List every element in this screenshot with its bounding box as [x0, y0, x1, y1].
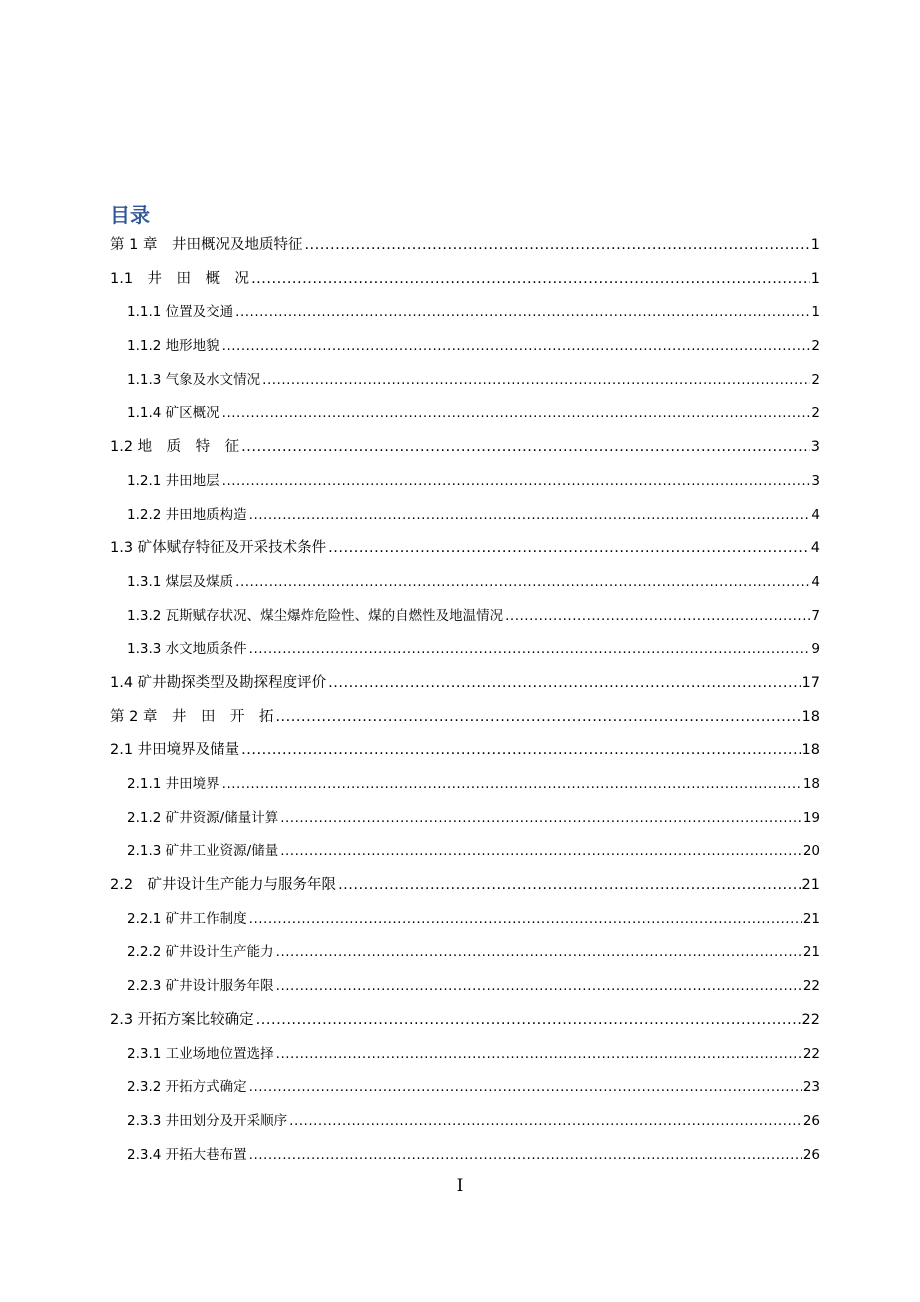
- toc-dot-leader: [241, 431, 810, 465]
- toc-entry[interactable]: [110, 1105, 820, 1139]
- toc-entry[interactable]: [110, 397, 820, 431]
- toc-entry-page-number: 2: [811, 405, 820, 422]
- toc-entry[interactable]: [110, 936, 820, 970]
- toc-dot-leader: [251, 263, 810, 297]
- toc-entry-label: 1.3.2 瓦斯赋存状况、煤尘爆炸危险性、煤的自燃性及地温情况: [127, 607, 504, 624]
- toc-entry[interactable]: [110, 734, 820, 768]
- toc-dot-leader: [276, 970, 802, 1004]
- toc-dot-leader: [222, 465, 811, 499]
- toc-entry[interactable]: [110, 1071, 820, 1105]
- toc-entry-page-number: 4: [811, 573, 820, 590]
- toc-list: [110, 229, 820, 1172]
- toc-entry-label: 1.3.1 煤层及煤质: [127, 573, 234, 590]
- toc-entry[interactable]: [110, 566, 820, 600]
- toc-dot-leader: [280, 835, 802, 869]
- toc-dot-leader: [249, 499, 811, 533]
- toc-dot-leader: [276, 1038, 802, 1072]
- toc-dot-leader: [249, 903, 802, 937]
- toc-entry[interactable]: [110, 869, 820, 903]
- toc-entry-page-number: 18: [801, 742, 820, 759]
- toc-entry-page-number: 26: [802, 1112, 820, 1129]
- toc-entry-page-number: 19: [802, 809, 820, 826]
- toc-entry-page-number: 3: [811, 472, 820, 489]
- toc-entry-label: 2.3.3 井田划分及开采顺序: [127, 1112, 288, 1129]
- toc-dot-leader: [235, 566, 810, 600]
- toc-entry[interactable]: [110, 532, 820, 566]
- toc-title: 目录: [110, 203, 150, 227]
- toc-entry-label: 2.2.3 矿井设计服务年限: [127, 978, 274, 995]
- toc-entry-label: 1.2.1 井田地层: [127, 472, 220, 489]
- toc-entry-label: 2.2 矿井设计生产能力与服务年限: [110, 877, 337, 894]
- toc-entry[interactable]: [110, 667, 820, 701]
- toc-entry-label: 1.1 井 田 概 况: [110, 270, 250, 287]
- toc-dot-leader: [280, 802, 802, 836]
- toc-entry-page-number: 22: [802, 978, 820, 995]
- toc-entry-page-number: 4: [810, 540, 820, 557]
- toc-dot-leader: [262, 364, 810, 398]
- toc-entry-page-number: 21: [801, 877, 820, 894]
- page-number-footer: I: [456, 1176, 464, 1196]
- toc-entry-page-number: 17: [801, 674, 820, 691]
- toc-entry-page-number: 3: [810, 439, 820, 456]
- toc-entry[interactable]: [110, 600, 820, 634]
- toc-entry-label: 2.1.1 井田境界: [127, 776, 220, 792]
- toc-entry-label: 1.1.1 位置及交通: [127, 304, 234, 321]
- toc-entry-page-number: 22: [801, 1011, 820, 1028]
- toc-entry-page-number: 18: [802, 776, 820, 792]
- toc-entry-page-number: 26: [802, 1146, 820, 1163]
- toc-entry-label: 2.1 井田境界及储量: [110, 742, 240, 759]
- toc-dot-leader: [222, 397, 811, 431]
- toc-dot-leader: [304, 229, 809, 263]
- toc-entry-page-number: 4: [811, 506, 820, 523]
- toc-dot-leader: [505, 600, 810, 634]
- toc-entry-page-number: 1: [811, 304, 820, 321]
- toc-entry-page-number: 18: [801, 708, 820, 725]
- toc-entry[interactable]: [110, 903, 820, 937]
- toc-entry-label: 2.3.1 工业场地位置选择: [127, 1045, 274, 1062]
- toc-dot-leader: [249, 1071, 802, 1105]
- toc-entry[interactable]: [110, 296, 820, 330]
- toc-dot-leader: [256, 1004, 801, 1038]
- toc-entry-page-number: 23: [802, 1079, 820, 1096]
- toc-entry-label: 2.3.2 开拓方式确定: [127, 1079, 247, 1096]
- toc-entry-page-number: 21: [802, 910, 820, 927]
- toc-entry[interactable]: [110, 701, 820, 735]
- toc-entry-page-number: 22: [802, 1045, 820, 1062]
- toc-entry-label: 第 2 章 井 田 开 拓: [110, 708, 274, 725]
- toc-dot-leader: [222, 330, 811, 364]
- toc-entry-page-number: 21: [802, 944, 820, 961]
- toc-entry-label: 1.2.2 井田地质构造: [127, 506, 247, 523]
- toc-entry-label: 1.2 地 质 特 征: [110, 439, 240, 456]
- toc-dot-leader: [249, 633, 811, 667]
- toc-entry-label: 1.3 矿体赋存特征及开采技术条件: [110, 540, 327, 557]
- toc-entry[interactable]: [110, 364, 820, 398]
- toc-entry-label: 第 1 章 井田概况及地质特征: [110, 237, 303, 253]
- toc-entry-label: 2.3.4 开拓大巷布置: [127, 1146, 247, 1163]
- toc-dot-leader: [328, 667, 800, 701]
- toc-entry-label: 2.3 开拓方案比较确定: [110, 1011, 254, 1028]
- toc-entry[interactable]: [110, 499, 820, 533]
- toc-entry-label: 1.1.4 矿区概况: [127, 405, 220, 422]
- toc-dot-leader: [222, 768, 802, 802]
- toc-entry-page-number: 7: [811, 607, 820, 624]
- toc-entry-label: 2.2.1 矿井工作制度: [127, 910, 247, 927]
- toc-entry[interactable]: [110, 633, 820, 667]
- toc-entry-label: 2.2.2 矿井设计生产能力: [127, 944, 274, 961]
- toc-dot-leader: [235, 296, 810, 330]
- toc-entry-label: 1.4 矿井勘探类型及勘探程度评价: [110, 674, 327, 691]
- toc-entry-page-number: 2: [811, 371, 820, 388]
- toc-dot-leader: [328, 532, 810, 566]
- toc-entry[interactable]: [110, 1004, 820, 1038]
- toc-entry[interactable]: [110, 835, 820, 869]
- toc-entry-label: 1.3.3 水文地质条件: [127, 641, 247, 658]
- toc-entry[interactable]: [110, 330, 820, 364]
- toc-entry-page-number: 1: [810, 237, 820, 253]
- toc-dot-leader: [275, 701, 800, 735]
- toc-dot-leader: [338, 869, 800, 903]
- toc-entry[interactable]: [110, 263, 820, 297]
- toc-entry[interactable]: [110, 229, 820, 263]
- toc-entry[interactable]: [110, 465, 820, 499]
- toc-entry-label: 1.1.2 地形地貌: [127, 338, 220, 355]
- toc-dot-leader: [276, 936, 802, 970]
- toc-entry-page-number: 2: [811, 338, 820, 355]
- toc-entry-page-number: 1: [810, 270, 820, 287]
- toc-entry[interactable]: [110, 1038, 820, 1072]
- toc-entry[interactable]: [110, 431, 820, 465]
- toc-dot-leader: [249, 1139, 802, 1173]
- toc-entry-page-number: 9: [811, 641, 820, 658]
- toc-dot-leader: [241, 734, 800, 768]
- toc-entry[interactable]: [110, 768, 820, 802]
- toc-entry-label: 2.1.3 矿井工业资源/储量: [127, 843, 279, 860]
- toc-entry-label: 1.1.3 气象及水文情况: [127, 371, 261, 388]
- toc-entry[interactable]: [110, 802, 820, 836]
- toc-entry-label: 2.1.2 矿井资源/储量计算: [127, 809, 279, 826]
- toc-dot-leader: [289, 1105, 802, 1139]
- toc-entry[interactable]: [110, 970, 820, 1004]
- toc-entry-page-number: 20: [802, 843, 820, 860]
- toc-entry[interactable]: [110, 1139, 820, 1173]
